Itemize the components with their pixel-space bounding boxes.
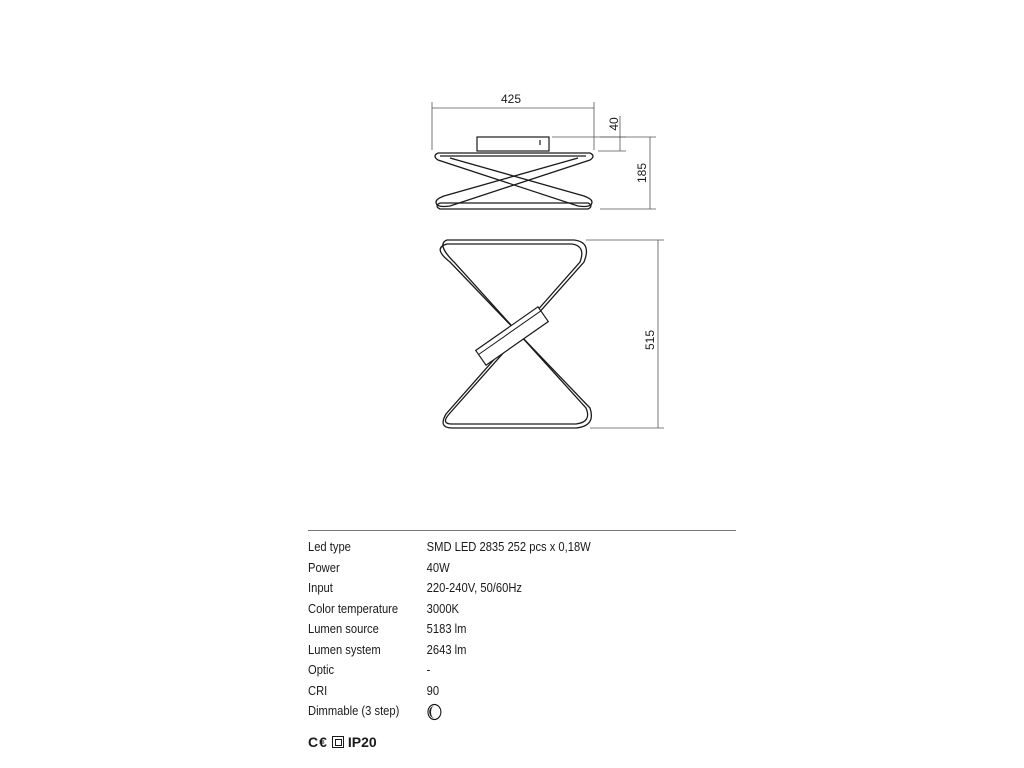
dimmable-icon [427,703,442,721]
spec-label: Lumen source [308,621,379,636]
side-view [432,92,656,209]
ce-mark: C€ [308,734,328,750]
spec-value: 90 [426,682,440,698]
spec-label: Dimmable (3 step) [308,703,400,718]
dim-width-label: 425 [500,92,522,106]
dim-base-height-label: 40 [607,117,621,131]
spec-value: 3000K [426,600,460,616]
spec-label: CRI [308,682,328,698]
spec-label: Input [308,580,333,595]
spec-value: - [426,662,431,677]
spec-value: 220-240V, 50/60Hz [426,580,523,595]
spec-table [308,530,736,722]
ip-rating: IP20 [347,734,377,750]
dim-height-label: 185 [635,162,649,184]
spec-value: 40W [426,559,450,575]
spec-row-lumen-source [308,619,676,640]
spec-row-led-type [308,537,676,558]
spec-value: 2643 lm [426,641,467,657]
spec-value: SMD LED 2835 252 pcs x 0,18W [426,539,591,554]
dim-length-label: 515 [643,329,657,351]
spec-label: Led type [308,539,351,554]
spec-row-dimmable [308,701,676,722]
spec-value: 5183 lm [426,621,467,636]
spec-label: Optic [308,662,335,677]
spec-label: Color temperature [308,600,399,616]
spec-row-color-temperature [308,599,676,620]
class-ii-icon [332,736,344,748]
spec-label: Lumen system [308,641,381,657]
spec-value [427,701,676,722]
certification-marks [308,734,377,750]
spec-label: Power [308,559,340,575]
spec-row-optic [308,660,676,681]
top-view [440,240,664,428]
spec-row-lumen-system [308,640,676,661]
spec-row-power [308,558,676,579]
spec-row-cri [308,681,676,702]
spec-row-input [308,578,676,599]
